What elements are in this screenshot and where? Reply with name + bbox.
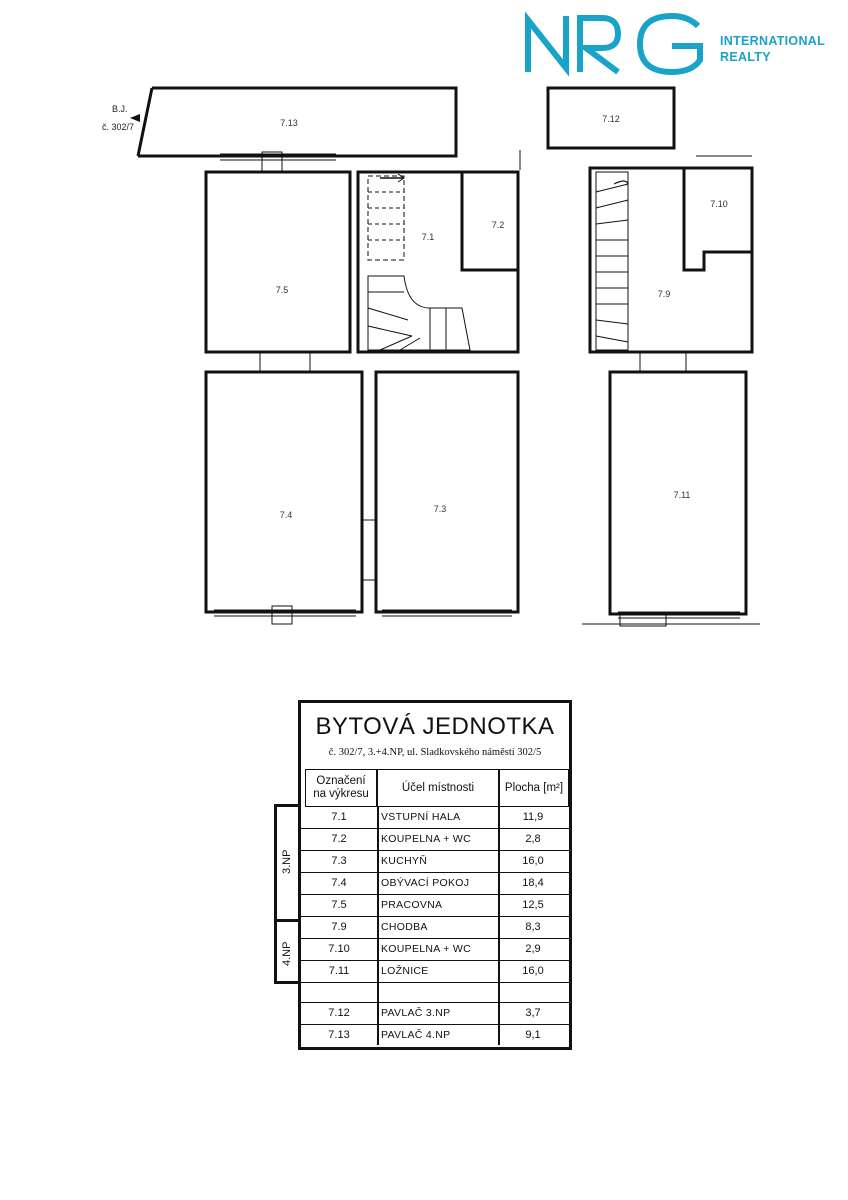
wall-room-72 <box>462 172 518 270</box>
row-name: KOUPELNA + WC <box>381 833 471 845</box>
bj-label-line1: B.J. <box>112 104 128 114</box>
header-area <box>499 769 569 807</box>
row-id: 7.13 <box>328 1029 350 1041</box>
row-name: PAVLAČ 4.NP <box>381 1029 451 1041</box>
arrow-right-icon <box>130 114 140 122</box>
room-label-710: 7.10 <box>710 199 728 209</box>
room-label-71: 7.1 <box>421 232 435 242</box>
row-area: 2,8 <box>525 833 541 845</box>
row-area: 12,5 <box>522 899 544 911</box>
room-label-75: 7.5 <box>275 285 289 295</box>
row-name: CHODBA <box>381 921 428 933</box>
room-label-73: 7.3 <box>433 504 447 514</box>
row-area: 18,4 <box>522 877 544 889</box>
wall-room-710 <box>684 168 752 270</box>
row-area: 16,0 <box>522 965 544 977</box>
table-row <box>301 1003 569 1025</box>
room-label-72: 7.2 <box>491 220 505 230</box>
row-name: PAVLAČ 3.NP <box>381 1007 451 1019</box>
row-name: LOŽNICE <box>381 965 429 977</box>
row-name: KOUPELNA + WC <box>381 943 471 955</box>
row-area: 16,0 <box>522 855 544 867</box>
floor-bracket <box>274 804 298 984</box>
table-row <box>301 917 569 939</box>
row-id: 7.11 <box>328 965 350 977</box>
row-id: 7.1 <box>331 811 347 823</box>
table-row <box>301 807 569 829</box>
floor-label-4np: 4.NP <box>281 941 293 967</box>
row-area: 2,9 <box>525 943 541 955</box>
row-name: KUCHYŇ <box>381 855 428 867</box>
row-name: OBÝVACÍ POKOJ <box>381 877 470 889</box>
table-row <box>301 939 569 961</box>
table-row <box>301 873 569 895</box>
logo-text-international: INTERNATIONAL <box>720 34 826 48</box>
room-label-711: 7.11 <box>673 490 691 500</box>
table-frame <box>298 700 572 1050</box>
logo-text-realty: REALTY <box>720 50 771 64</box>
row-name: PRACOVNA <box>381 899 443 911</box>
table-title: BYTOVÁ JEDNOTKA <box>315 713 555 740</box>
row-area: 3,7 <box>525 1007 541 1019</box>
row-id: 7.2 <box>331 833 347 845</box>
row-area: 8,3 <box>525 921 541 933</box>
table-subtitle: č. 302/7, 3.+4.NP, ul. Sladkovského náměstí 302/5 <box>328 747 542 758</box>
room-label-713: 7.13 <box>280 118 298 128</box>
floor-plan-drawing <box>0 80 848 640</box>
table-row <box>301 851 569 873</box>
row-id: 7.12 <box>328 1007 350 1019</box>
header-designation-line1: Označení <box>316 775 366 787</box>
table-row <box>301 895 569 917</box>
room-label-712: 7.12 <box>602 114 620 124</box>
header-room-purpose <box>377 769 499 807</box>
table-spacer-row <box>301 983 569 1003</box>
bj-marker <box>102 104 140 132</box>
wall-room-71 <box>358 172 518 352</box>
table-row <box>301 961 569 983</box>
header-room-purpose-text: Účel místnosti <box>401 781 475 794</box>
table-row <box>301 1025 569 1047</box>
row-name: VSTUPNÍ HALA <box>381 811 461 823</box>
bj-label-line2: č. 302/7 <box>102 122 135 132</box>
row-id: 7.4 <box>331 877 347 889</box>
room-label-74: 7.4 <box>279 510 293 520</box>
row-id: 7.5 <box>331 899 347 911</box>
nrg-logo <box>522 10 842 80</box>
floor-label-3np: 3.NP <box>281 849 293 875</box>
wall-room-73 <box>376 372 518 612</box>
row-id: 7.10 <box>328 943 350 955</box>
room-label-79: 7.9 <box>657 289 671 299</box>
header-designation-line2: na výkresu <box>313 788 369 800</box>
wall-room-75 <box>206 172 350 352</box>
row-id: 7.3 <box>331 855 347 867</box>
room-table <box>274 700 576 1054</box>
header-area-text: Plocha [m²] <box>504 781 564 794</box>
row-area: 11,9 <box>522 811 544 823</box>
wall-room-74 <box>206 372 362 612</box>
floor-plan <box>0 80 848 640</box>
row-id: 7.9 <box>331 921 347 933</box>
wall-room-79 <box>590 168 752 352</box>
header-designation <box>305 769 377 807</box>
table-row <box>301 829 569 851</box>
row-area: 9,1 <box>525 1029 541 1041</box>
